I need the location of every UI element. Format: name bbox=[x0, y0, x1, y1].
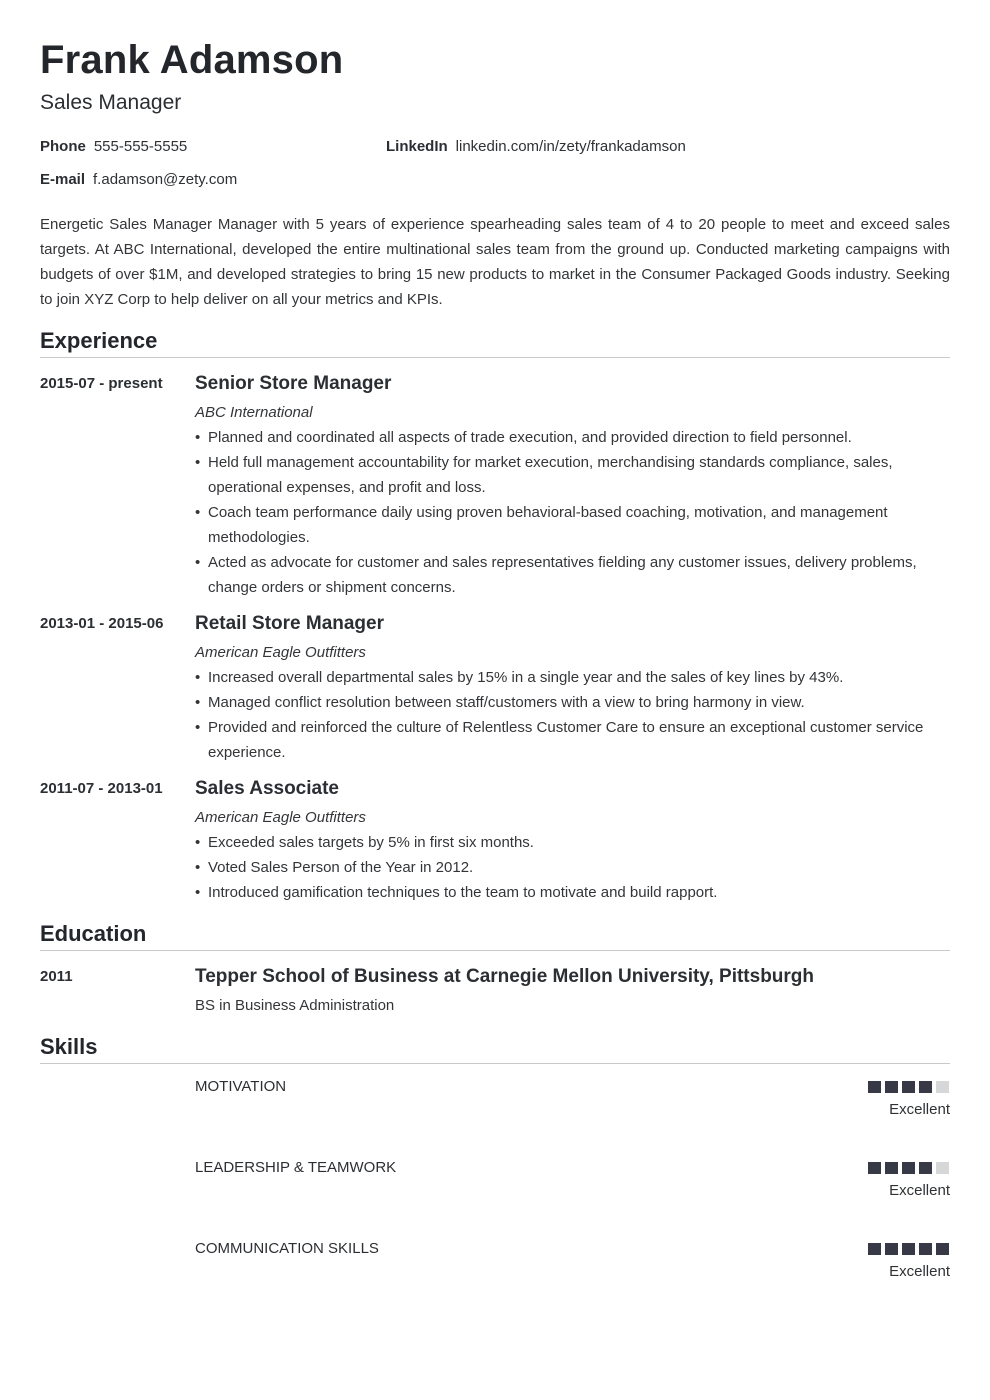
education-heading: Education bbox=[40, 921, 147, 946]
professional-summary: Energetic Sales Manager Manager with 5 years of experience spearheading sales team of 4 to 20 people to meet and exceed sales targets. At ABC International, developed the entire multinational sales team from the ground up. Conducted marketing campaigns with budgets of over $1M, and developed strategies to bring 15 new products to market in the Consumer Packaged Goods industry. Seeking to join XYZ Corp to help deliver on all your metrics and KPIs. bbox=[40, 216, 950, 308]
rating-square bbox=[919, 1081, 932, 1093]
contact-phone bbox=[40, 138, 187, 155]
job-bullet: • Acted as advocate for customer and sales representatives fielding any customer issues, delivery problems, change orders or shipment concerns. bbox=[195, 550, 935, 600]
skill-rating bbox=[868, 1081, 950, 1093]
skill-name: LEADERSHIP & TEAMWORK bbox=[195, 1159, 397, 1176]
email-value: f.adamson@zety.com bbox=[93, 171, 238, 188]
job-company: American Eagle Outfitters bbox=[195, 809, 366, 826]
rating-square bbox=[868, 1081, 881, 1093]
experience-divider bbox=[40, 357, 950, 358]
phone-label: Phone bbox=[40, 138, 86, 155]
skills-divider bbox=[40, 1063, 950, 1064]
experience-heading: Experience bbox=[40, 328, 158, 353]
rating-square bbox=[868, 1162, 881, 1174]
job-title: Sales Associate bbox=[195, 778, 339, 799]
skill-name: MOTIVATION bbox=[195, 1078, 287, 1095]
rating-square bbox=[868, 1243, 881, 1255]
job-company: American Eagle Outfitters bbox=[195, 644, 366, 661]
skill-rating bbox=[868, 1243, 950, 1255]
job-bullet: • Introduced gamification techniques to the team to motivate and build rapport. bbox=[195, 880, 935, 905]
job-bullet: • Held full management accountability for market execution, merchandising standards compliance, sales, operational expenses, and profit and loss. bbox=[195, 450, 935, 500]
rating-square bbox=[885, 1243, 898, 1255]
rating-square bbox=[902, 1243, 915, 1255]
rating-square bbox=[919, 1243, 932, 1255]
contact-linkedin bbox=[386, 138, 686, 155]
job-bullet: • Exceeded sales targets by 5% in first six months. bbox=[195, 830, 935, 855]
skills-heading: Skills bbox=[40, 1034, 98, 1059]
job-dates: 2011-07 - 2013-01 bbox=[40, 780, 163, 797]
job-bullets bbox=[195, 425, 935, 600]
linkedin-value: linkedin.com/in/zety/frankadamson bbox=[455, 138, 686, 155]
education-school: Tepper School of Business at Carnegie Mellon University, Pittsburgh bbox=[195, 966, 815, 987]
phone-value: 555-555-5555 bbox=[93, 138, 188, 155]
rating-square bbox=[885, 1081, 898, 1093]
job-bullet: • Increased overall departmental sales by 15% in a single year and the sales of key lines by 43%. bbox=[195, 665, 935, 690]
rating-square bbox=[936, 1162, 949, 1174]
candidate-title: Sales Manager bbox=[40, 91, 182, 114]
contact-email bbox=[40, 171, 237, 188]
skill-level: Excellent bbox=[889, 1263, 950, 1280]
job-title: Senior Store Manager bbox=[195, 373, 392, 394]
skill-level: Excellent bbox=[889, 1101, 950, 1118]
rating-square bbox=[902, 1162, 915, 1174]
linkedin-label: LinkedIn bbox=[386, 138, 448, 155]
email-label: E-mail bbox=[40, 171, 86, 188]
rating-square bbox=[919, 1162, 932, 1174]
job-company: ABC International bbox=[195, 404, 313, 421]
skill-rating bbox=[868, 1162, 950, 1174]
job-bullets bbox=[195, 665, 935, 765]
job-bullet: • Coach team performance daily using proven behavioral-based coaching, motivation, and management methodologies. bbox=[195, 500, 935, 550]
job-bullets bbox=[195, 830, 935, 905]
job-bullet: • Voted Sales Person of the Year in 2012. bbox=[195, 855, 935, 880]
skill-level: Excellent bbox=[889, 1182, 950, 1199]
rating-square bbox=[885, 1162, 898, 1174]
rating-square bbox=[936, 1081, 949, 1093]
job-title: Retail Store Manager bbox=[195, 613, 384, 634]
education-degree: BS in Business Administration bbox=[195, 997, 395, 1014]
education-year: 2011 bbox=[40, 968, 73, 985]
skill-name: COMMUNICATION SKILLS bbox=[195, 1240, 379, 1257]
rating-square bbox=[936, 1243, 949, 1255]
job-dates: 2013-01 - 2015-06 bbox=[40, 615, 164, 632]
job-bullet: • Managed conflict resolution between staff/customers with a view to bring harmony in view. bbox=[195, 690, 935, 715]
job-dates: 2015-07 - present bbox=[40, 375, 163, 392]
job-bullet: • Planned and coordinated all aspects of trade execution, and provided direction to field personnel. bbox=[195, 425, 935, 450]
rating-square bbox=[902, 1081, 915, 1093]
education-divider bbox=[40, 950, 950, 951]
candidate-name: Frank Adamson bbox=[40, 38, 344, 82]
job-bullet: • Provided and reinforced the culture of Relentless Customer Care to ensure an exceptional customer service experience. bbox=[195, 715, 935, 765]
